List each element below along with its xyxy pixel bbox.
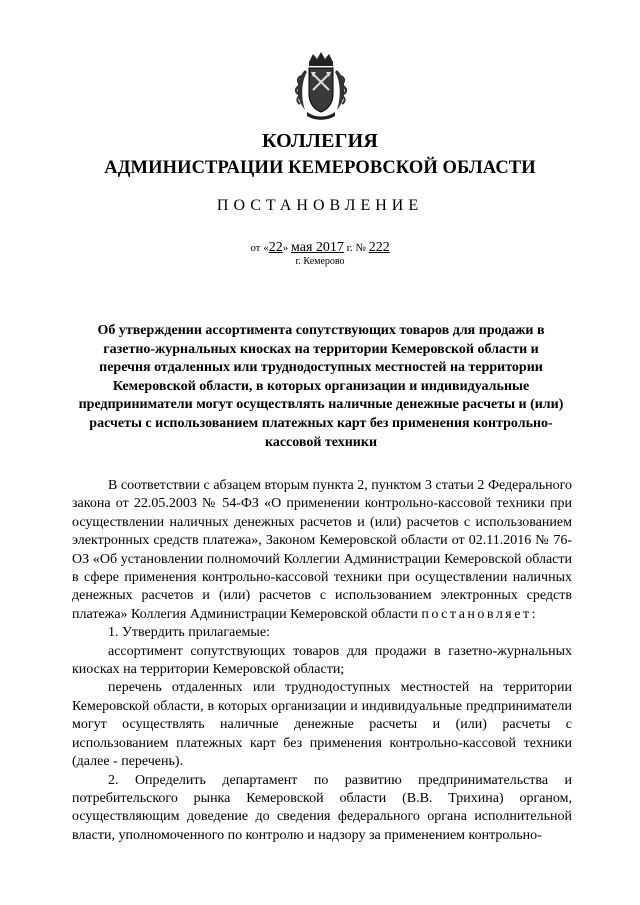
resolves-word: постановляет: (421, 606, 538, 622)
date-suffix: г. № (346, 242, 366, 254)
document-city: г. Кемерово (295, 256, 345, 267)
paragraph-preamble (72, 477, 572, 624)
paragraph-list: перечень отдаленных или труднодоступных местностей на территории Кемеровской области, в которых организации и индивидуальные предприниматели могут осуществлять наличные денежные расчеты и (или) расчеты с использованием платежных карт без применения контрольно-кассовой техники (далее - перечень). (72, 680, 572, 770)
document-type: ПОСТАНОВЛЕНИЕ (216, 197, 424, 214)
paragraph-assortment: ассортимент сопутствующих товаров для продажи в газетно-журнальных киосках на территории Кемеровской области; (72, 643, 572, 678)
date-mid: » (282, 242, 289, 254)
date-day: 22 (268, 240, 283, 255)
document-body (72, 477, 572, 845)
date-month-year: мая 2017 (290, 240, 344, 255)
paragraph-item-1: 1. Утвердить прилагаемые: (108, 625, 270, 641)
document-date-number (0, 240, 640, 256)
paragraph-item-2: 2. Определить департамент по развитию предпринимательства и потребительского рынка Кемеровской области (В.В. Трихина) органом, осуществляющим доведение до сведения федерального органа исполнительной власти, уполномоченного по контролю и надзору за применением контрольно- (72, 772, 572, 843)
date-prefix: от « (250, 242, 269, 254)
organization-subtitle: АДМИНИСТРАЦИИ КЕМЕРОВСКОЙ ОБЛАСТИ (104, 158, 536, 178)
coat-of-arms-icon (291, 50, 351, 122)
document-title: Об утверждении ассортимента сопутствующих товаров для продажи в газетно-журнальных киосках на территории Кемеровской области и перечня отдаленных или труднодоступных местностей на территории Кемеровской области, в которых организации и индивидуальные предприниматели могут осуществлять наличные денежные расчеты и (или) расчеты с использованием платежных карт без применения контрольно-кассовой техники (78, 323, 564, 450)
organization-title: КОЛЛЕГИЯ (261, 130, 379, 152)
preamble-text: В соответствии с абзацем вторым пункта 2, пунктом 3 статьи 2 Федерального закона от 22.05.2003 № 54-ФЗ «О применении контрольно-кассовой техники при осуществлении наличных денежных расчетов и (или) расчетов с использованием электронных средств платежа», Законом Кемеровской области от 02.11.2016 № 76-ОЗ «Об установлении полномочий Коллегии Администрации Кемеровской области в сфере применения контрольно-кассовой техники при осуществлении наличных денежных расчетов и (или) расчетов с использованием электронных средств платежа» Коллегия Администрации Кемеровской области (72, 478, 572, 622)
document-number: 222 (368, 240, 390, 255)
